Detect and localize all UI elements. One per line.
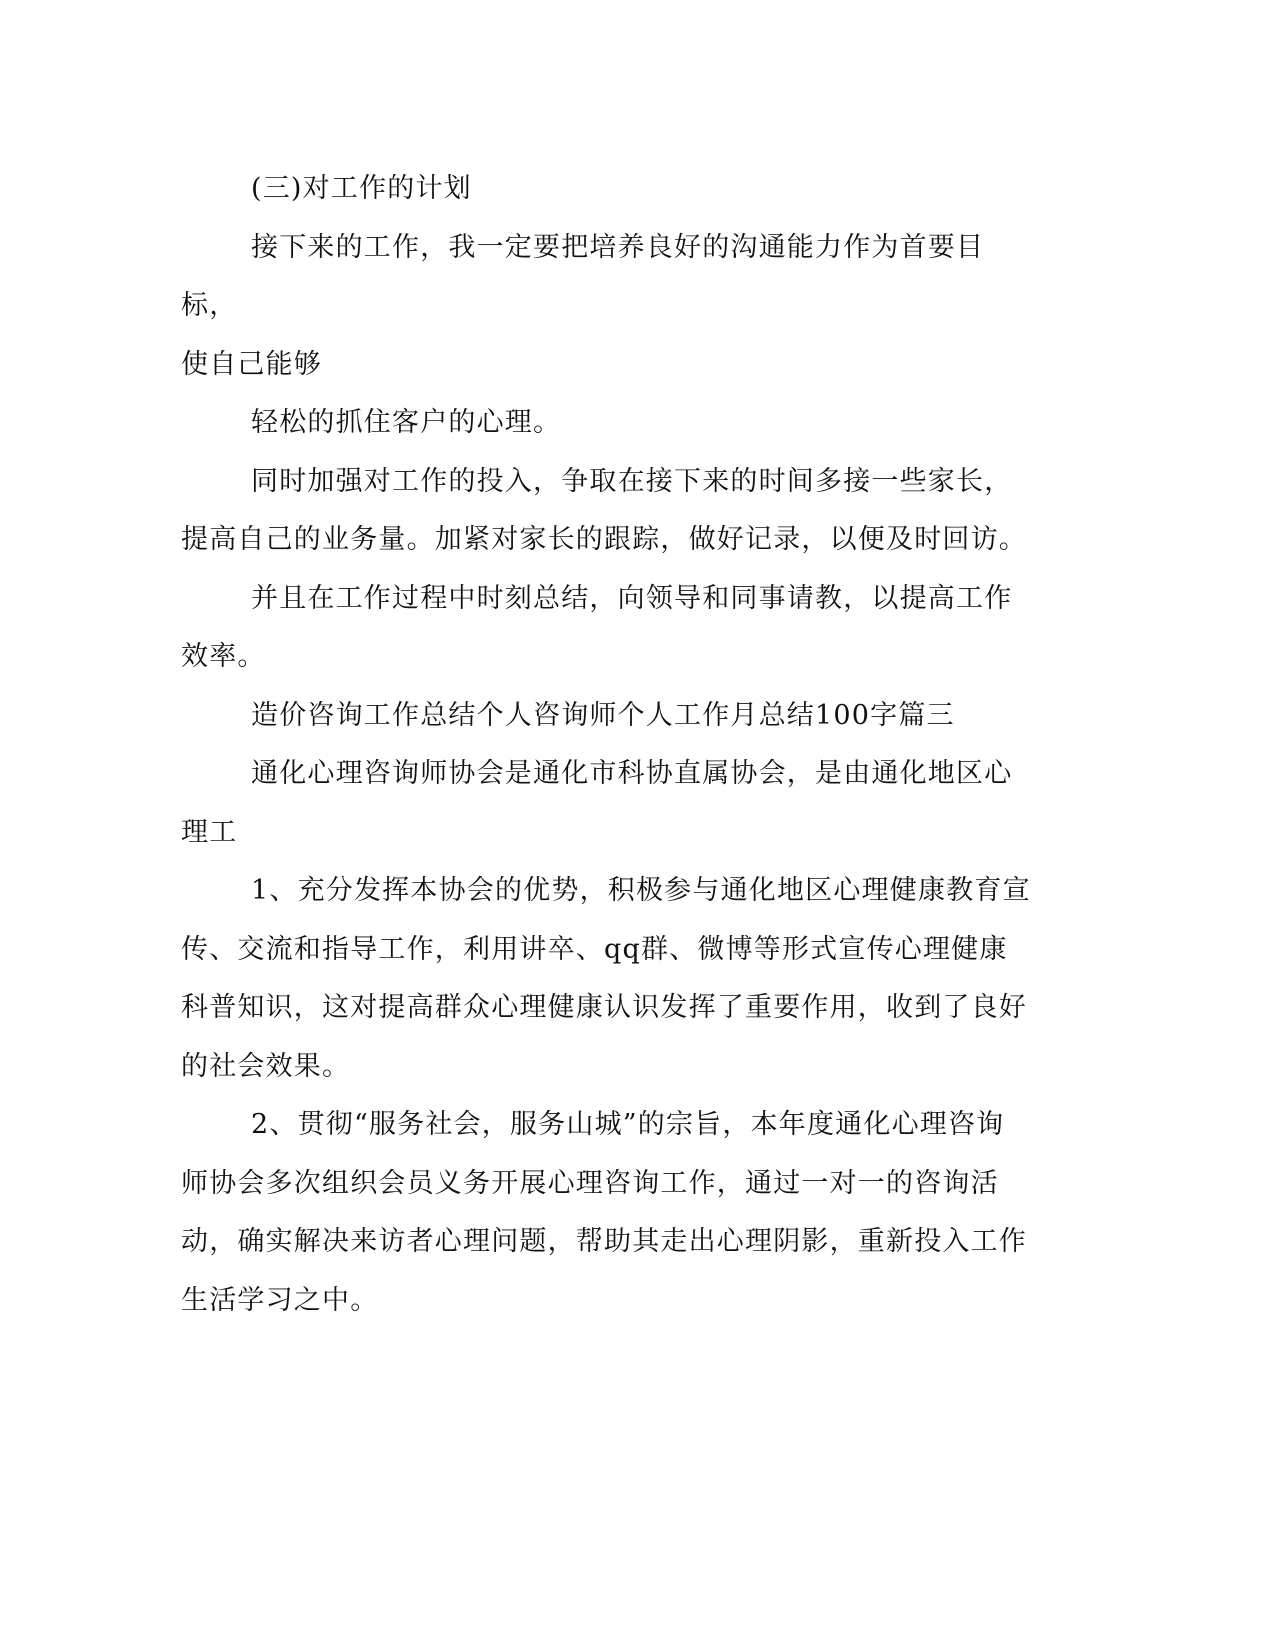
paragraph-item-1: 1、充分发挥本协会的优势，积极参与通化地区心理健康教育宣传、交流和指导工作，利用讲卒、qq群、微博等形式宣传心理健康科普知识，这对提高群众心理健康认识发挥了重要作用，收到了良好的社会效果。	[181, 875, 1031, 1082]
paragraph-summary-efficiency: 并且在工作过程中时刻总结，向领导和同事请教，以提高工作效率。	[181, 582, 1013, 672]
article-title: 造价咨询工作总结个人咨询师个人工作月总结100字篇三	[251, 699, 955, 731]
paragraph-association-intro: 通化心理咨询师协会是通化市科协直属协会，是由通化地区心理工	[181, 758, 1013, 848]
paragraph-communication-goal: 接下来的工作，我一定要把培养良好的沟通能力作为首要目标，	[181, 231, 985, 321]
paragraph-continuation-line: 使自己能够	[181, 348, 322, 380]
section-heading-plan: (三)对工作的计划	[251, 173, 472, 204]
paragraph-item-2: 2、贯彻“服务社会，服务山城”的宗旨，本年度通化心理咨询师协会多次组织会员义务开展心理咨询工作，通过一对一的咨询活动，确实解决来访者心理问题，帮助其走出心理阴影，重新投入工作生活学习之中。	[181, 1109, 1027, 1316]
paragraph-customer-psychology: 轻松的抓住客户的心理。	[251, 407, 562, 438]
paragraph-work-investment: 同时加强对工作的投入，争取在接下来的时间多接一些家长，提高自己的业务量。加紧对家长的跟踪，做好记录，以便及时回访。	[181, 465, 1027, 555]
document-body	[181, 160, 1031, 1330]
